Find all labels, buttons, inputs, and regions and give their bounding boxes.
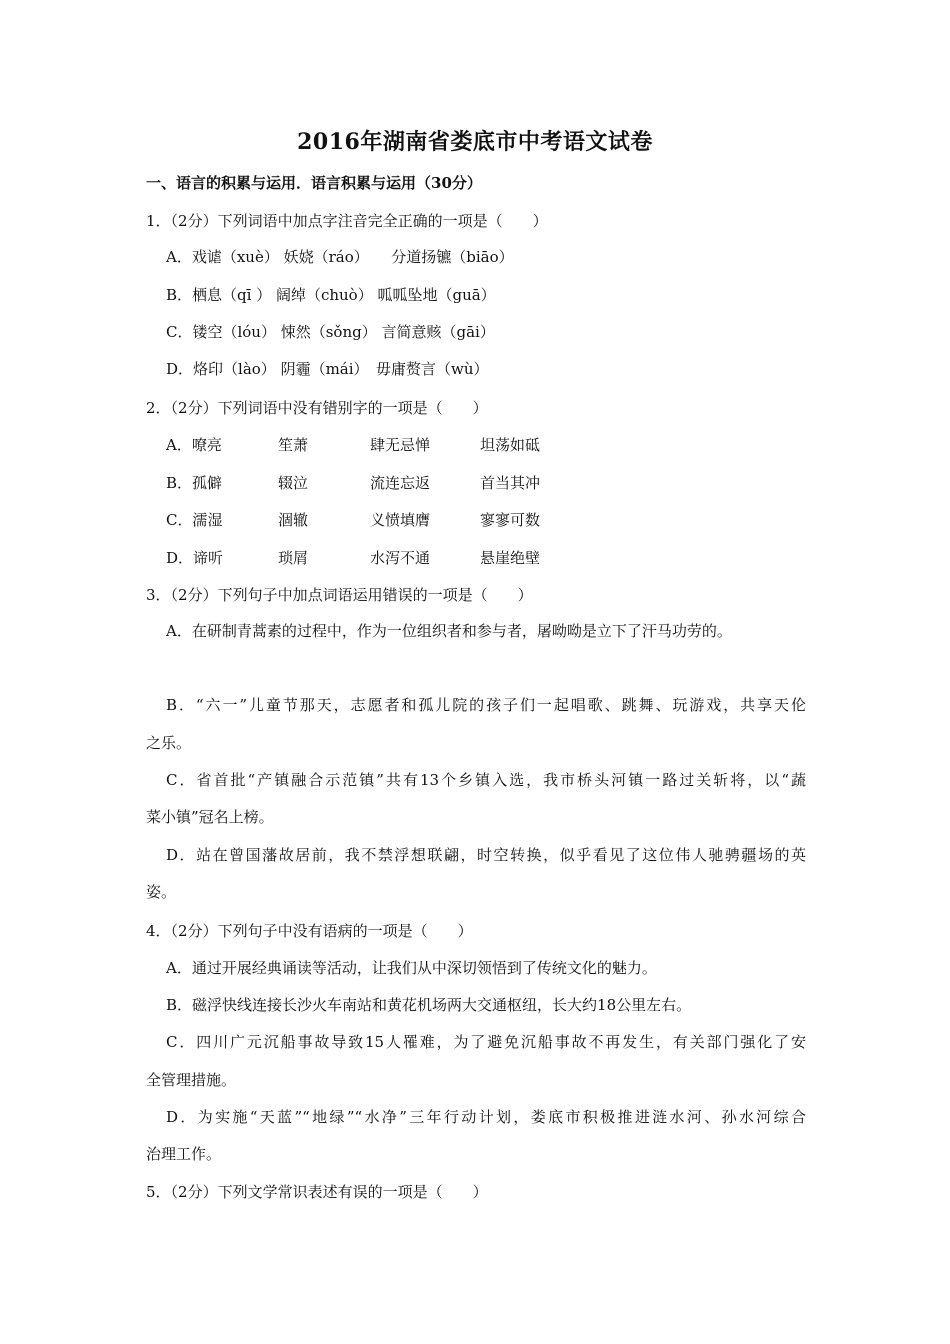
question-4-option-a: A．通过开展经典诵读等活动，让我们从中深切领悟到了传统文化的魅力。: [166, 959, 657, 977]
option-word: 琐屑: [278, 549, 309, 567]
question-4-option-c: C．四川广元沉船事故导致15人罹难，为了避免沉船事故不再发生，有关部门强化了安: [166, 1033, 806, 1051]
question-3-option-a: A．在研制青蒿素的过程中，作为一位组织者和参与者，屠呦呦是立下了汗马功劳的。: [166, 622, 732, 640]
option-word: 流连忘返: [370, 474, 431, 492]
option-word: 悬崖绝壁: [480, 549, 541, 567]
question-1-option-b: B．栖息（qī ） 阔绰（chuò） 呱呱坠地（guā）: [166, 286, 496, 304]
question-3-option-d: D．站在曾国藩故居前，我不禁浮想联翩，时空转换，似乎看见了这位伟人驰骋疆场的英: [166, 846, 806, 864]
question-3-option-b-cont: 之乐。: [146, 734, 192, 752]
question-1-option-c: C．镂空（lóu） 悚然（sǒng） 言简意赅（gāi）: [166, 323, 495, 341]
question-3-option-b: B．“六一”儿童节那天，志愿者和孤儿院的孩子们一起唱歌、跳舞、玩游戏，共享天伦: [166, 696, 806, 714]
question-2-option-a: [166, 434, 600, 456]
option-word: 辍泣: [278, 474, 309, 492]
question-3-stem: 3．（2分）下列句子中加点词语运用错误的一项是（ ）: [146, 586, 533, 604]
page-title: 2016年湖南省娄底市中考语文试卷: [297, 129, 653, 155]
question-1-option-a: A．戏谑（xuè） 妖娆（ráo） 分道扬镳（biāo）: [166, 248, 514, 266]
option-word: C．濡湿: [166, 511, 223, 529]
option-word: 首当其冲: [480, 474, 541, 492]
section-heading: 一、语言的积累与运用．语言积累与运用（30分）: [146, 174, 482, 192]
question-4-stem: 4．（2分）下列句子中没有语病的一项是（ ）: [146, 922, 473, 940]
question-2-stem: 2．（2分）下列词语中没有错别字的一项是（ ）: [146, 399, 488, 417]
question-3-option-c-cont: 菜小镇”冠名上榜。: [146, 808, 274, 826]
option-word: 寥寥可数: [480, 511, 541, 529]
option-word: 笙萧: [278, 436, 309, 454]
question-4-option-b: B．磁浮快线连接长沙火车南站和黄花机场两大交通枢纽，长大约18公里左右。: [166, 996, 692, 1014]
question-3-option-c: C．省首批“产镇融合示范镇”共有13个乡镇入选，我市桥头河镇一路过关斩将，以“蔬: [166, 771, 806, 789]
question-3-option-d-cont: 姿。: [146, 883, 177, 901]
option-word: 涸辙: [278, 511, 309, 529]
question-4-option-d: D．为实施“天蓝”“地绿”“水净”三年行动计划，娄底市积极推进涟水河、孙水河综合: [166, 1108, 806, 1126]
question-2-option-b: [166, 472, 600, 494]
question-4-option-c-cont: 全管理措施。: [146, 1071, 237, 1089]
option-word: 肆无忌惮: [370, 436, 431, 454]
option-word: B．孤僻: [166, 474, 223, 492]
option-word: D．谛听: [166, 549, 224, 567]
question-5-stem: 5．（2分）下列文学常识表述有误的一项是（ ）: [146, 1183, 488, 1201]
option-word: 义愤填膺: [370, 511, 431, 529]
question-4-option-d-cont: 治理工作。: [146, 1145, 222, 1163]
option-word: 坦荡如砥: [480, 436, 541, 454]
question-1-option-d: D．烙印（lào） 阴霾（mái） 毋庸赘言（wù）: [166, 360, 489, 378]
question-2-option-c: [166, 509, 600, 531]
question-2-option-d: [166, 547, 600, 569]
question-1-stem: 1．（2分）下列词语中加点字注音完全正确的一项是（ ）: [146, 212, 548, 230]
option-word: 水泻不通: [370, 549, 431, 567]
option-word: A．嘹亮: [166, 436, 222, 454]
